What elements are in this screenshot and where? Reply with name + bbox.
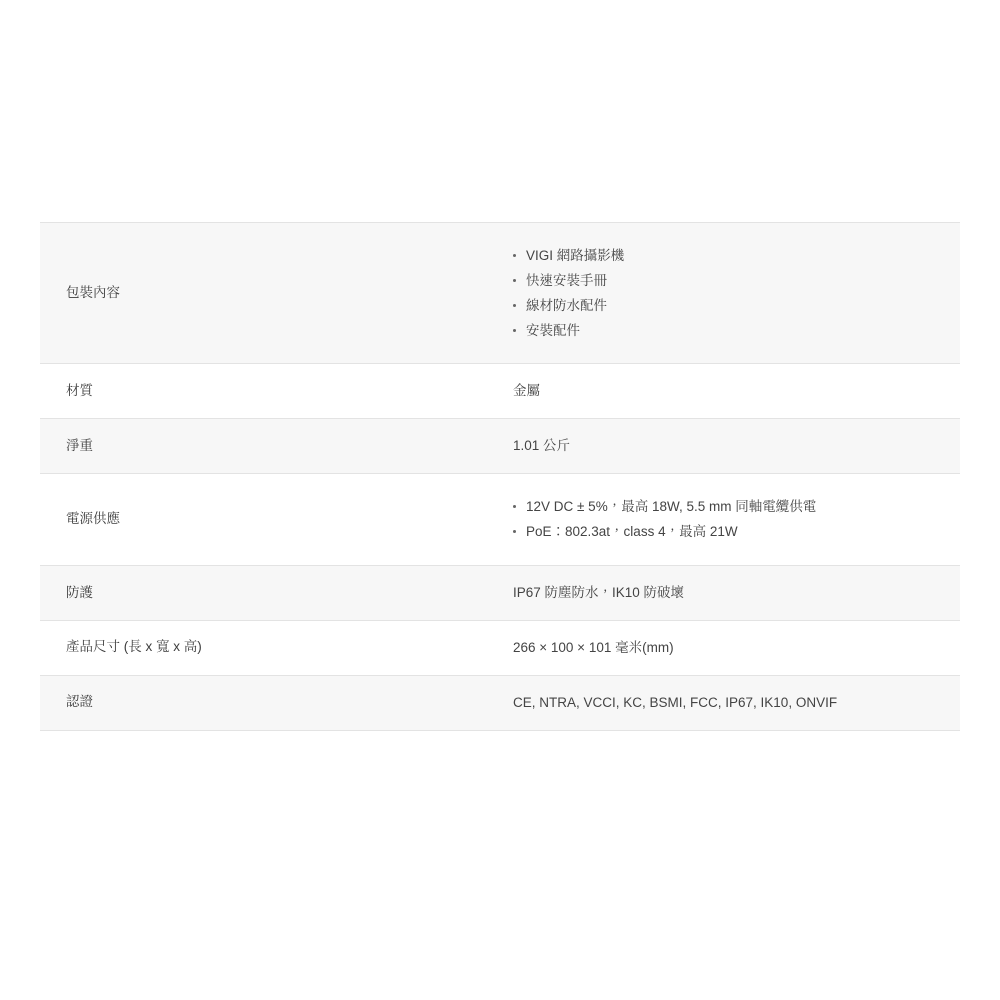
spec-label: 淨重 (40, 419, 481, 474)
spec-value-text: 266 × 100 × 101 毫米(mm) (513, 639, 674, 655)
spec-value (481, 566, 960, 621)
spec-value (481, 474, 960, 566)
page-top-whitespace (0, 0, 1000, 222)
table-row (40, 675, 960, 730)
spec-value-text: CE, NTRA, VCCI, KC, BSMI, FCC, IP67, IK10, ONVIF (513, 694, 838, 710)
spec-value-text: IP67 防塵防水，IK10 防破壞 (513, 585, 685, 600)
specifications-table (40, 222, 960, 731)
page-bottom-whitespace (0, 785, 1000, 1000)
spec-value (481, 419, 960, 474)
table-row (40, 474, 960, 566)
spec-label: 產品尺寸 (長 x 寬 x 高) (66, 639, 202, 655)
spec-value-text: 1.01 公斤 (513, 438, 571, 454)
list-item: 線材防水配件 (513, 295, 940, 317)
list-item: 快速安裝手冊 (513, 270, 940, 292)
spec-label: 防護 (40, 566, 481, 621)
spec-value (481, 364, 960, 419)
list-item: 安裝配件 (513, 320, 940, 342)
spec-value (481, 675, 960, 730)
table-row (40, 620, 960, 675)
list-item: VIGI 網路攝影機 (513, 245, 940, 267)
spec-value (481, 620, 960, 675)
table-row (40, 364, 960, 419)
spec-label: 包裝內容 (40, 223, 481, 364)
list-item: PoE：802.3at，class 4，最高 21W (513, 521, 940, 543)
spec-label: 認證 (40, 675, 481, 730)
specifications-table-body (40, 223, 960, 731)
spec-value-list (513, 245, 940, 341)
list-item: 12V DC ± 5%，最高 18W, 5.5 mm 同軸電纜供電 (513, 496, 940, 518)
spec-label: 電源供應 (66, 511, 120, 527)
spec-value (481, 223, 960, 364)
table-row (40, 419, 960, 474)
table-row (40, 566, 960, 621)
spec-label: 材質 (66, 382, 93, 398)
spec-value-text: 金屬 (513, 383, 540, 399)
spec-value-list (513, 496, 940, 543)
table-row (40, 223, 960, 364)
